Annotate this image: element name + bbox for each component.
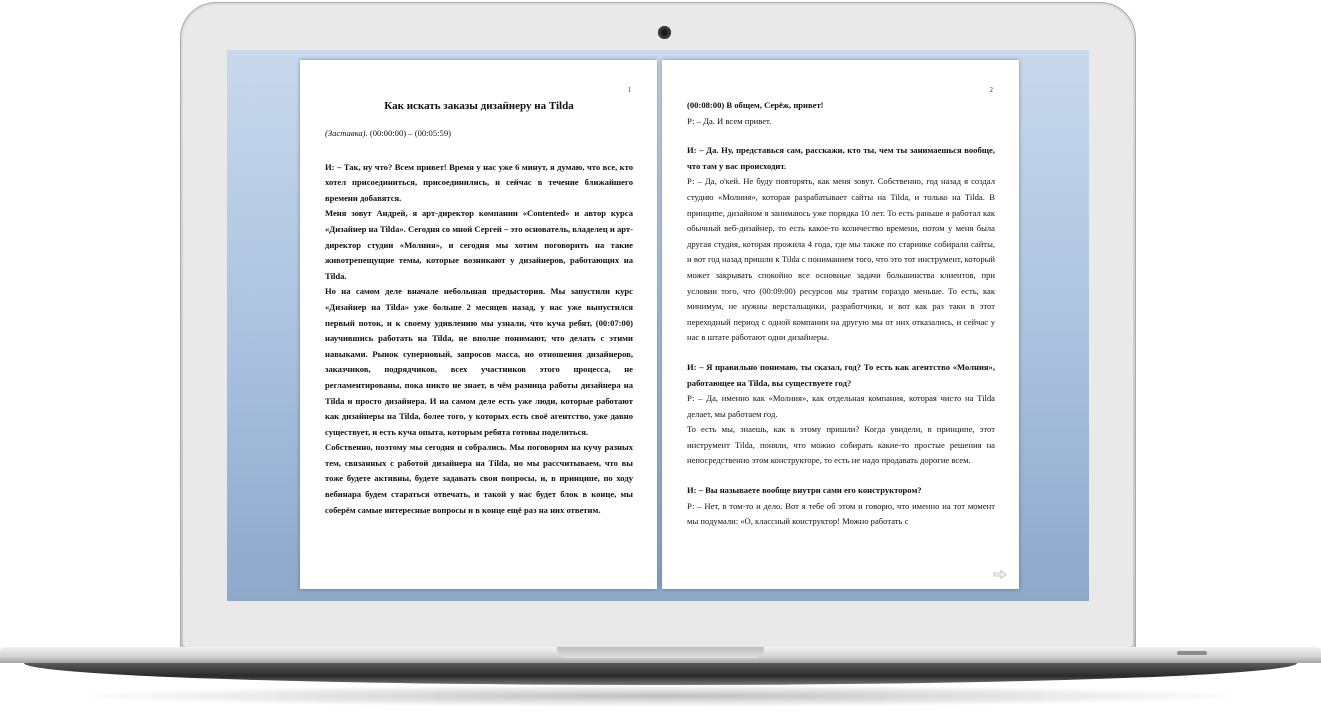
spacer xyxy=(325,142,633,160)
answer: Р: – Да, о'кей. Не буду повторять, как меня зовут. Собственно, год назад я создал студию «Молния», которая разрабатывает сайты на Tilda, и только на Tilda. В принципе, дизайном я занимаюсь уже порядка 10 лет. То есть раньше я работал как обычный веб-дизайнер, то есть какое-то количество времени, потом у меня была другая студия, которая прожила 4 года, где мы также по старинке собирали сайты, и вот год назад пришли к Tilda с пониманием того, что это тот инструмент, который может закрывать спокойно все основные задачи большинства клиентов, при условии того, что (00:09:00) ресурсов мы тратим гораздо меньше. То есть, как минимум, не нужны верстальщики, разработчики, и вот как раз таки в этот переходный период с одной компании на другую мы от них отказались, и сейчас у нас в штате работают одни дизайнеры. xyxy=(687,176,995,343)
question: И: – Я правильно понимаю, ты сказал, год? То есть как агентство «Молния», работающее на Tilda, вы существуете год? xyxy=(687,361,995,388)
document-title: Как искать заказы дизайнеру на Tilda xyxy=(384,100,574,112)
answer: Р: – Нет, в том-то и дело. Вот я тебе об этом и говорю, что именно на тот момент мы подумали: «О, классный конструктор! Можно работать с xyxy=(687,500,995,527)
paragraph: Собственно, поэтому мы сегодня и собрались. Мы поговорим на кучу разных тем, связанных с работой дизайнера на Tilda, но мы рассчитываем, что вы тоже будете активны, будете задавать свои вопросы, и, в принципе, по ходу вебинара будем стараться отвечать, и такой у нас будет блок в конце, мы соберём самые интересные вопросы и в конце ещё раз на них ответим. xyxy=(325,442,633,515)
document-page-1[interactable] xyxy=(300,60,657,589)
next-page-arrow-icon[interactable] xyxy=(993,570,1007,579)
status-led xyxy=(1177,651,1207,655)
page-1-body xyxy=(325,98,633,518)
intro-line xyxy=(325,126,633,142)
document-page-2[interactable] xyxy=(662,60,1019,589)
camera-icon xyxy=(658,26,671,39)
answer: То есть мы, знаешь, как к этому пришли? Когда увидели, в принципе, этот инструмент Tilda, поняли, что можно собирать какие-то простые решения на непосредственно этом конструкторе, то есть не надо продавать дорогие всем. xyxy=(687,424,995,466)
spacer xyxy=(687,129,995,143)
laptop-notch xyxy=(557,647,764,658)
intro-time: (00:00:00) – (00:05:59) xyxy=(367,128,451,138)
paragraph: Меня зовут Андрей, я арт-директор компании «Contented» и автор курса «Дизайнер на Tilda». Сегодня со мной Сергей – это основатель, владелец и арт-директор студии «Молния», и сегодня мы хотим поговорить на такие животрепещущие темы, которые возникают у дизайнеров, работающих на Tilda. xyxy=(325,208,633,281)
page-number: 1 xyxy=(627,86,631,94)
document-viewer[interactable] xyxy=(227,50,1089,601)
laptop-base-bottom xyxy=(24,663,1297,685)
spacer xyxy=(687,469,995,483)
paragraph: И: – Так, ну что? Всем привет! Время у нас уже 6 минут, я думаю, что все, кто хотел присоединиться, присоединились, и сейчас в течение ближайшего времени добавятся. xyxy=(325,161,633,203)
question: И: – Да. Ну, представься сам, расскажи, кто ты, чем ты занимаешься вообще, что там у вас происходит. xyxy=(687,145,995,171)
question: И: – Вы называете вообще внутри сами его конструктором? xyxy=(687,485,922,496)
intro-italic: (Заставка). xyxy=(325,128,368,138)
paragraph: Но на самом деле вначале небольшая предыстория. Мы запустили курс «Дизайнер на Tilda» уже больше 2 месяцев назад, у нас уже выпустился первый поток, и к своему удивлению мы узнали, что куча ребят, (00:07:00) научившись работать на Tilda, не вполне понимают, что делать с этими навыками. Рынок суперновый, запросов масса, но отношения дизайнеров, заказчиков, подрядчиков, всех участников этого процесса, не регламентированы, пока никто не знает, в чём разница работы дизайнера на Tilda и просто дизайнера. И на самом деле есть уже люди, которые работают как дизайнеры на Tilda, более того, у которых есть своё агентство, уже давно существует, и есть куча опыта, которым ребята готовы поделиться. xyxy=(325,286,633,437)
page-number: 2 xyxy=(989,86,993,94)
spacer xyxy=(687,346,995,360)
paragraph: (00:08:00) В общем, Серёж, привет! xyxy=(687,100,824,110)
laptop-shadow xyxy=(60,685,1260,707)
page-2-body xyxy=(687,98,995,530)
paragraph: Р: – Да. И всем привет. xyxy=(687,115,772,126)
answer: Р: – Да, именно как «Молния», как отдельная компания, которая чисто на Tilda делает, мы работаем год. xyxy=(687,393,995,419)
